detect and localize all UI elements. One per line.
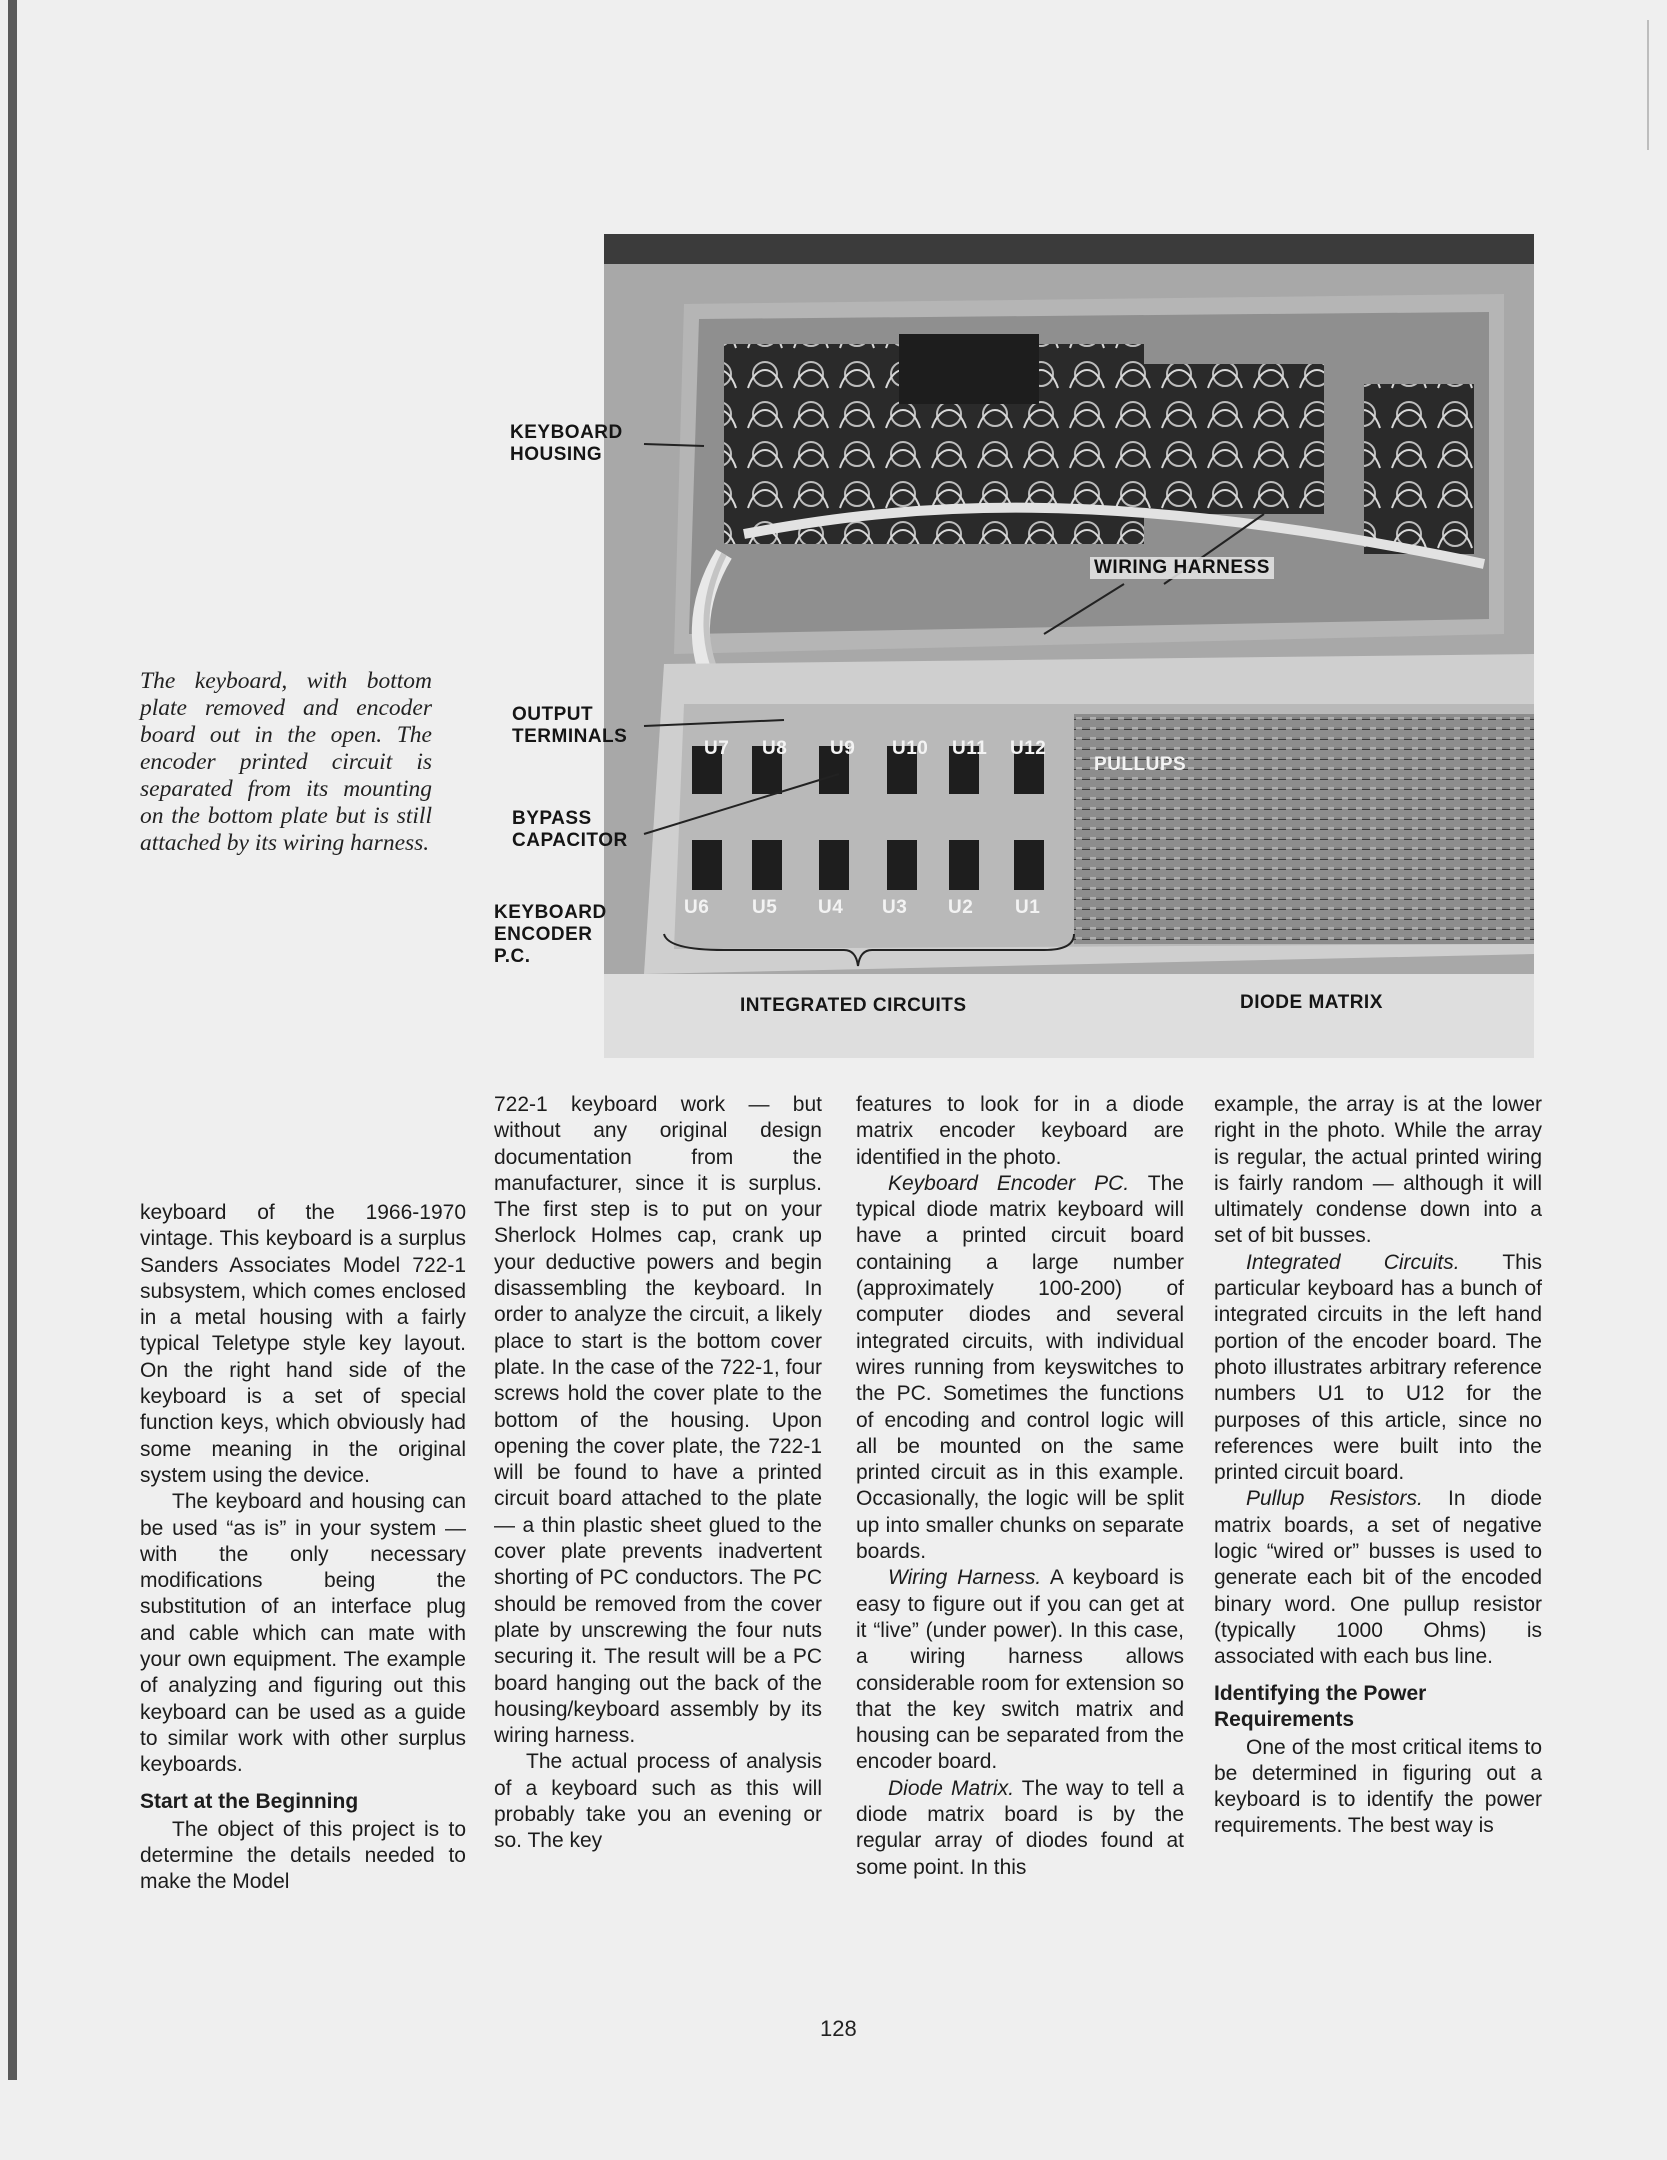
text-column-3 — [856, 1092, 1184, 1881]
chip-label: U7 — [704, 738, 730, 759]
paragraph: example, the array is at the lower right in the photo. While the array is regular, the actual printed wiring is fairly random — although it will ultimately condense down into a set of bit busses. — [1214, 1093, 1542, 1248]
chip-label: U2 — [948, 897, 974, 918]
text-column-4 — [1214, 1092, 1542, 1840]
label-keyboard-encoder: KEYBOARD ENCODER P.C. — [494, 902, 607, 967]
keyboard-photo — [604, 234, 1534, 1058]
text-column-1 — [140, 1200, 466, 1895]
paragraph-heading: Pullup Resistors. — [1246, 1487, 1423, 1511]
label-pullups: PULLUPS — [1094, 754, 1187, 775]
section-heading: Start at the Beginning — [140, 1789, 359, 1813]
paragraph: keyboard of the 1966-1970 vintage. This keyboard is a surplus Sanders Associates Model 722-1 subsystem, which comes enclosed in a metal housing with a fairly typical Teletype style key layout. On the right hand side of the keyboard is a set of special function keys, which obviously had some meaning in the original system using the device. — [140, 1201, 466, 1487]
label-integrated-circuits: INTEGRATED CIRCUITS — [740, 995, 967, 1016]
paragraph-body: A keyboard is easy to figure out if you can get at it “live” (under power). In this case, a wiring harness allows considerable room for extension so that the key switch matrix and housing can be separated from the encoder board. — [856, 1566, 1184, 1774]
label-wiring-harness: WIRING HARNESS — [1090, 557, 1274, 579]
keyboard-photo-illustration — [604, 234, 1534, 1058]
photo-caption: The keyboard, with bottom plate removed and encoder board out in the open. The encoder printed circuit is separated from its mounting on the bottom plate but is still attached by its wiring harness. — [140, 668, 432, 856]
chip-label: U6 — [684, 897, 710, 918]
chip-label: U10 — [892, 738, 929, 759]
chip-label: U3 — [882, 897, 908, 918]
label-output-terminals: OUTPUT TERMINALS — [512, 704, 628, 747]
paragraph-body: The way to tell a diode matrix board is by the regular array of diodes found at some point. In this — [856, 1776, 1184, 1879]
paragraph-body: This particular keyboard has a bunch of integrated circuits in the left hand portion of the encoder board. The photo illustrates arbitrary reference numbers U1 to U12 for the purposes of this article, since no references were built into the printed circuit board. — [1214, 1250, 1542, 1485]
paragraph-heading: Keyboard Encoder PC. — [888, 1171, 1130, 1195]
label-diode-matrix: DIODE MATRIX — [1240, 992, 1383, 1013]
section-heading: Identifying the Power Requirements — [1214, 1681, 1427, 1731]
paragraph — [856, 1776, 1184, 1881]
paragraph — [1214, 1250, 1542, 1487]
text-column-2 — [494, 1092, 822, 1855]
chip-label: U9 — [830, 738, 856, 759]
chip-label: U1 — [1015, 897, 1041, 918]
paragraph: The object of this project is to determine the details needed to make the Model — [140, 1817, 466, 1894]
paragraph-heading: Wiring Harness. — [888, 1566, 1042, 1590]
paragraph — [856, 1171, 1184, 1565]
paragraph: One of the most critical items to be determined in figuring out a keyboard is to identify the power requirements. The best way is — [1214, 1735, 1542, 1838]
chip-label: U8 — [762, 738, 788, 759]
paragraph — [1214, 1486, 1542, 1670]
page-number: 128 — [820, 2016, 857, 2041]
paragraph-body: The typical diode matrix keyboard will have a printed circuit board containing a large number (approximately 100-200) of computer diodes and several integrated circuits, with individual wires running from keyswitches to the PC. Sometimes the functions of encoding and control logic will all be mounted on the same printed circuit as in this example. Occasionally, the logic will be split up into smaller chunks on separate boards. — [856, 1171, 1184, 1564]
right-margin-rule — [1647, 20, 1649, 150]
chip-label: U11 — [952, 738, 988, 759]
paragraph — [856, 1565, 1184, 1775]
paragraph-body: In diode matrix boards, a set of negative logic “wired or” busses is used to generate each bit of the encoded binary word. One pullup resistor (typically 1000 Ohms) is associated with each bus line. — [1214, 1487, 1542, 1669]
chip-label: U4 — [818, 897, 844, 918]
label-bypass-capacitor: BYPASS CAPACITOR — [512, 808, 628, 851]
chip-label: U12 — [1010, 738, 1047, 759]
paragraph: The keyboard and housing can be used “as is” in your system — with the only necessary modifications being the substitution of an interface plug and cable which can mate with your own equipment. The example of analyzing and figuring out this keyboard can be used as a guide to similar work with other surplus keyboards. — [140, 1490, 466, 1777]
paragraph-heading: Diode Matrix. — [888, 1776, 1015, 1800]
paragraph: The actual process of analysis of a keyboard such as this will probably take you an evening or so. The key — [494, 1750, 822, 1853]
left-margin-rule — [8, 0, 17, 2080]
paragraph-heading: Integrated Circuits. — [1246, 1250, 1460, 1274]
chip-label: U5 — [752, 897, 778, 918]
paragraph: features to look for in a diode matrix encoder keyboard are identified in the photo. — [856, 1093, 1184, 1169]
label-keyboard-housing: KEYBOARD HOUSING — [510, 422, 623, 465]
paragraph: 722-1 keyboard work — but without any original design documentation from the manufacturer, since it is surplus. The first step is to put on your Sherlock Holmes cap, crank up your deductive powers and begin disassembling the keyboard. In order to analyze the circuit, a likely place to start is the bottom cover plate. In the case of the 722-1, four screws hold the cover plate to the bottom of the housing. Upon opening the cover plate, the 722-1 will be found to have a printed circuit board attached to the plate — a thin plastic sheet glued to the cover plate prevents inadvertent shorting of PC conductors. The PC should be removed from the cover plate by unscrewing the four nuts securing it. The result will be a PC board hanging out the back of the housing/keyboard assembly by its wiring harness. — [494, 1093, 822, 1748]
